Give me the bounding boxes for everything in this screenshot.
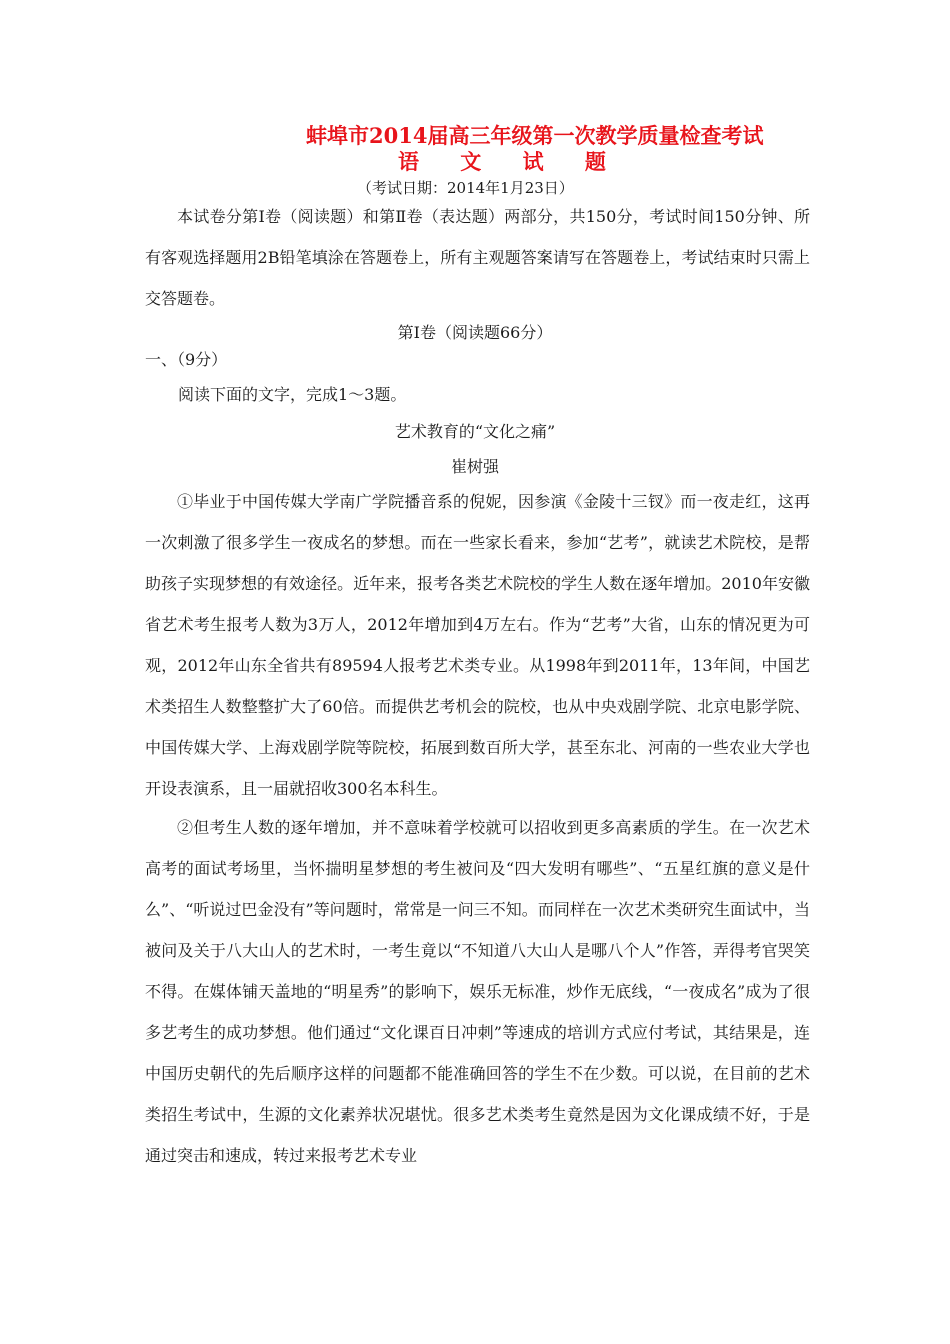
article-title: 艺术教育的“文化之痛”: [394, 422, 556, 441]
part-one-title: 第Ⅰ卷（阅读题66分）: [397, 323, 553, 342]
paragraph-text: ①毕业于中国传媒大学南广学院播音系的倪妮，因参演《金陵十三钗》而一夜走红，这再一次刺激了很多学生一夜成名的梦想。而在一些家长看来，参加“艺考”，就读艺术院校，是帮助孩子实现梦想的有效途径。近年来，报考各类艺术院校的学生人数在逐年增加。2010年安徽省艺术考生报考人数为3万人，2012年增加到4万左右。作为“艺考”大省，山东的情况更为可观，2012年山东全省共有89594人报考艺术类专业。从1998年到2011年，13年间，中国艺术类招生人数整整扩大了60倍。而提供艺考机会的院校，也从中央戏剧学院、北京电影学院、中国传媒大学、上海戏剧学院等院校，拓展到数百所大学，甚至东北、河南的一些农业大学也开设表演系，且一届就招收300名本科生。: [145, 492, 810, 798]
exam-instructions: [145, 196, 810, 319]
paragraph-text: ②但考生人数的逐年增加，并不意味着学校就可以招收到更多高素质的学生。在一次艺术高考的面试考场里，当怀揣明星梦想的考生被问及“四大发明有哪些”、“五星红旗的意义是什么”、“听说过巴金没有”等问题时，常常是一问三不知。而同样在一次艺术类研究生面试中，当被问及关于八大山人的艺术时，一考生竟以“不知道八大山人是哪八个人”作答，弄得考官哭笑不得。在媒体铺天盖地的“明星秀”的影响下，娱乐无标准，炒作无底线，“一夜成名”成为了很多艺考生的成功梦想。他们通过“文化课百日冲刺”等速成的培训方式应付考试，其结果是，连中国历史朝代的先后顺序这样的问题都不能准确回答的学生不在少数。可以说，在目前的艺术类招生考试中，生源的文化素养状况堪忧。很多艺术类考生竟然是因为文化课成绩不好，于是通过突击和速成，转过来报考艺术专业: [145, 818, 810, 1165]
instructions-paragraph: 本试卷分第Ⅰ卷（阅读题）和第Ⅱ卷（表达题）两部分，共150分，考试时间150分钟、所有客观选择题用2B铅笔填涂在答题卷上，所有主观题答案请写在答题卷上，考试结束时只需上交答题卷。: [145, 207, 810, 308]
exam-subject-title: 语 文 试 题: [398, 149, 623, 174]
exam-title: 蚌埠市2014届高三年级第一次教学质量检查考试: [306, 123, 764, 148]
exam-date: （考试日期：2014年1月23日）: [357, 179, 574, 197]
reading-instruction: 阅读下面的文字，完成1～3题。: [178, 385, 407, 404]
article-paragraph-1: [145, 481, 810, 809]
article-author: 崔树强: [450, 457, 499, 476]
article-paragraph-2: [145, 807, 810, 1176]
question-heading: 一、（9分）: [145, 350, 228, 369]
